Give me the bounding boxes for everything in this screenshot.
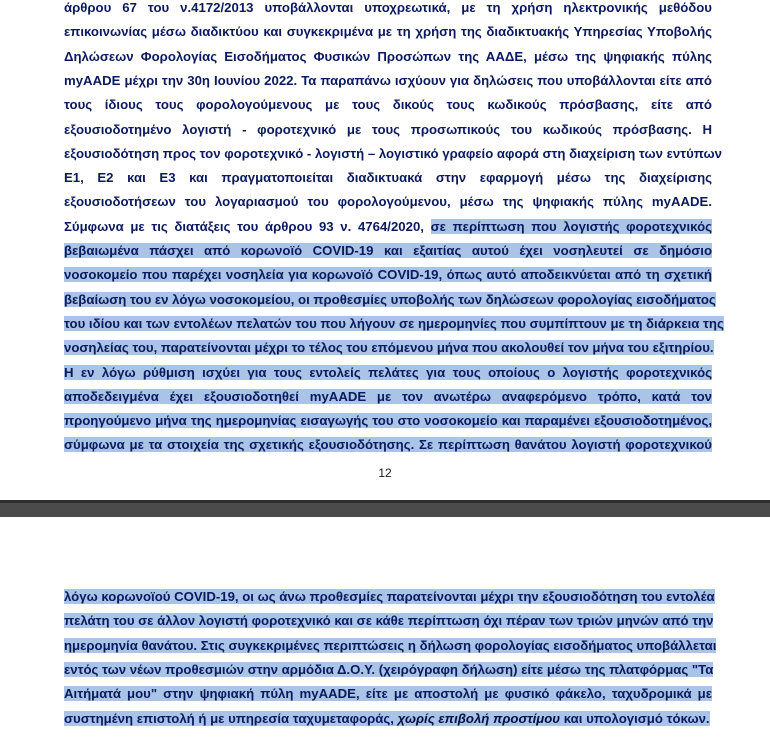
text-line <box>64 239 712 263</box>
text-run: Δηλώσεων Φορολογίας Εισοδήματος Φυσικών Προσώπων της ΑΑΔΕ, μέσω της ψηφιακής πύλης <box>64 48 712 64</box>
text-run: επικοινωνίας μέσω διαδικτύου και συγκεκριμένα με τη χρήση της διαδικτυακής Υπηρεσίας Υποβολής <box>64 24 712 40</box>
highlighted-text-run: Η εν λόγω ρύθμιση ισχύει για τους εντολείς πελάτες για τους οποίους ο λογιστής φοροτεχνικός <box>64 364 712 380</box>
highlighted-text-run: συστημένη επιστολή ή με υπηρεσία ταχυμεταφοράς, <box>64 710 398 726</box>
text-run: myAADE μέχρι την 30η Ιουνίου 2022. Τα παραπάνω ισχύουν για δηλώσεις που υποβάλλονται είτε από <box>64 72 712 88</box>
text-run: τους ίδιους τους φορολογούμενους με τους δικούς τους κωδικούς πρόσβασης, είτε από <box>64 97 712 113</box>
highlighted-text-run: βεβαιωμένα πάσχει από κορωνοϊό COVID-19 και εξαιτίας αυτού έχει νοσηλευτεί σε δημόσιο <box>64 243 712 258</box>
highlighted-text-run: Αιτήματά μου" στην ψηφιακή πύλη myAADE, είτε με αποστολή με φυσικό φάκελο, ταχυδρομικά με <box>64 686 712 702</box>
text-line <box>64 45 712 69</box>
highlighted-text-run: προηγούμενο μήνα της ημερομηνίας εισαγωγής του στο νοσοκομείο και παραμένει εξουσιοδοτημένος, <box>64 413 712 429</box>
highlighted-text-run: λόγω κορωνοϊού COVID-19, οι ως άνω προθεσμίες παρατείνονται μέχρι την εξουσιοδότηση του εντολέα <box>64 589 715 604</box>
text-line <box>64 93 712 117</box>
text-line <box>64 312 724 336</box>
highlighted-text-run: του ιδίου και των εντολέων πελατών του που λήγουν σε ημερομηνίες που συμπίπτουν με τη διάρκεια της <box>64 315 724 331</box>
page-number: 12 <box>378 466 392 480</box>
text-line <box>64 288 716 312</box>
text-line <box>64 707 712 731</box>
highlighted-text-run: βεβαίωση του εν λόγω νοσοκομείου, οι προθεσμίες υποβολής των δηλώσεων φορολογίας εισοδήματος <box>64 291 716 307</box>
text-run: άρθρου 67 του ν.4172/2013 υποβάλλονται υποχρεωτικά, με τη χρήση ηλεκτρονικής μεθόδου <box>64 0 712 15</box>
highlighted-text-run: πελάτη του σε άλλον λογιστή φοροτεχνικό και σε κάθε περίπτωση όχι πέραν των τριών μηνών από την <box>64 613 714 629</box>
text-line <box>64 263 712 287</box>
text-line <box>64 682 712 706</box>
text-line <box>64 118 712 142</box>
highlighted-text-run: ημερομηνία θανάτου. Στις συγκεκριμένες περιπτώσεις η δήλωση φορολογίας εισοδήματος υποβάλλεται <box>64 637 717 653</box>
page-separator <box>0 500 770 517</box>
highlighted-text-run: σε περίπτωση που λογιστής φοροτεχνικός <box>430 218 712 234</box>
text-run: εξουσιοδοτημένο λογιστή - φοροτεχνικό με τους προσωπικούς του κωδικούς πρόσβασης. Η <box>64 121 712 137</box>
highlighted-text-run: νοσηλείας του, παρατείνονται μέχρι το τέλος του επόμενου μήνα που ακολουθεί τον μήνα του εξιτηρίου. <box>64 340 714 356</box>
text-run: εξουσιοδοτήσεων του λογαριασμού του φορολογούμενου, μέσω της ψηφιακής πύλης myAADE. <box>64 194 712 210</box>
highlighted-text-run: αποδεδειγμένα έχει εξουσιοδοτηθεί myAADE με τον ανωτέρω αναφερόμενο τρόπο, κατά τον <box>64 388 712 404</box>
text-line <box>64 609 712 633</box>
highlighted-text-run: και υπολογισμό τόκων. <box>560 710 710 726</box>
text-line <box>64 634 717 658</box>
text-line <box>64 385 712 409</box>
text-line <box>64 361 712 385</box>
text-line <box>64 0 712 20</box>
page-separator-shadow <box>0 500 770 503</box>
highlighted-text-run: νοσοκομείο που παρέχει νοσηλεία για κορωνοϊό COVID-19, όπως αυτό αποδεικνύεται από τη σχετική <box>64 267 712 283</box>
text-line <box>64 142 722 166</box>
text-line <box>64 336 712 360</box>
text-line <box>64 433 712 457</box>
text-line <box>64 409 712 433</box>
text-run: Ε1, Ε2 και Ε3 και πραγματοποιείται διαδικτυακά στην εφαρμογή μέσω της διαχείρισης <box>64 170 712 186</box>
highlighted-text-run: εντός των νέων προθεσμιών στην αρμόδια Δ.Ο.Υ. (χειρόγραφη δήλωση) είτε μέσω της πλατφόρμας "Τα <box>64 661 714 677</box>
highlighted-text-run: σύμφωνα με τα στοιχεία της σχετικής εξουσιοδότησης. Σε περίπτωση θανάτου λογιστή φοροτεχνικού <box>64 437 712 453</box>
text-line <box>64 190 712 214</box>
text-line <box>64 215 712 239</box>
text-line <box>64 69 712 93</box>
text-line <box>64 20 712 44</box>
text-line <box>64 658 712 682</box>
text-line <box>64 166 712 190</box>
text-run: Σύμφωνα με τις διατάξεις του άρθρου 93 ν. 4764/2020, <box>64 218 431 234</box>
text-line <box>64 585 715 609</box>
document-page-13 <box>0 517 770 746</box>
emphasized-text-run: χωρίς επιβολή προστίμου <box>397 710 561 726</box>
text-run: εξουσιοδότηση προς τον φοροτεχνικό - λογιστή – λογιστικό γραφείο αφορά στη διαχείριση των εντύπων <box>64 145 722 161</box>
